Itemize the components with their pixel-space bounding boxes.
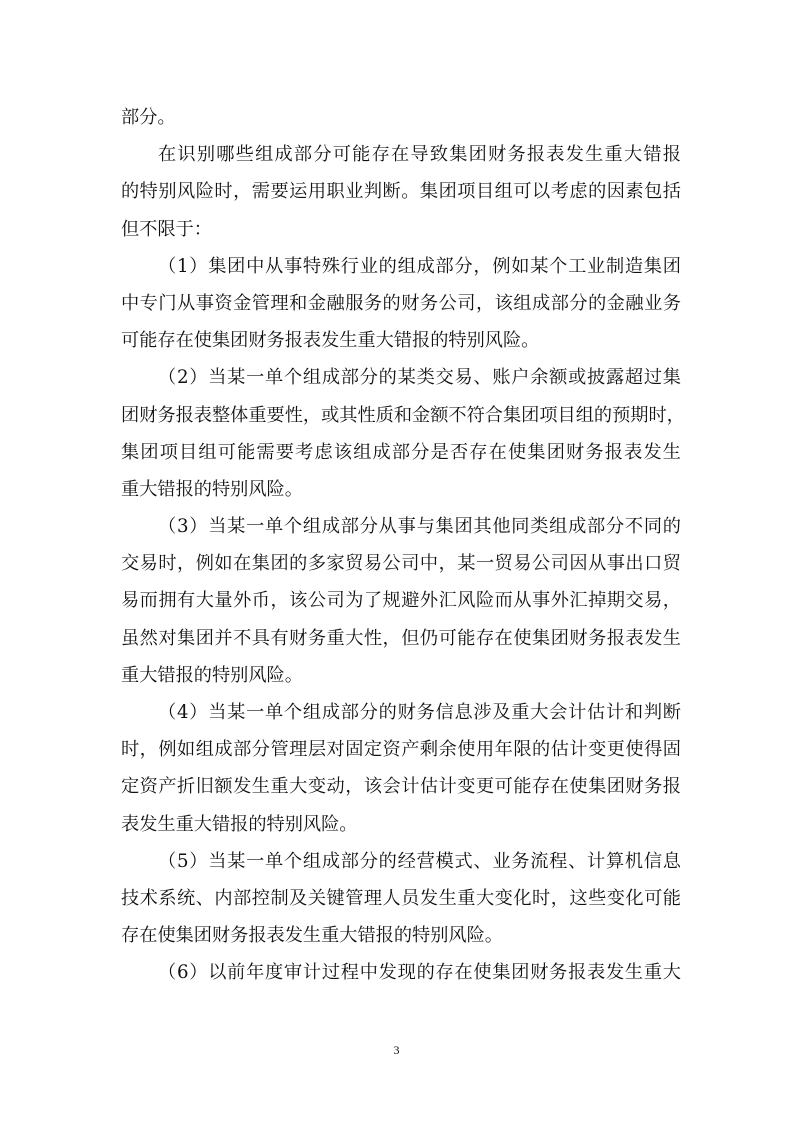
text-line: 交易时，例如在集团的多家贸易公司中，某一贸易公司因从事出口贸 [121,553,681,575]
text-line: 重大错报的特别风险。 [121,664,303,686]
text-line: 可能存在使集团财务报表发生重大错报的特别风险。 [121,330,540,352]
text-line: 的特别风险时，需要运用职业判断。集团项目组可以考虑的因素包括 [121,181,681,203]
text-line: 技术系统、内部控制及关键管理人员发生重大变化时，这些变化可能 [121,887,681,909]
paragraph-first-line: （6）以前年度审计过程中发现的存在使集团财务报表发生重大 [158,962,681,984]
page-number: 3 [393,1043,400,1057]
text-line: 定资产折旧额发生重大变动，该会计估计变更可能存在使集团财务报 [121,776,681,798]
paragraph-first-line: （1）集团中从事特殊行业的组成部分，例如某个工业制造集团 [158,255,681,277]
text-line: 部分。 [121,107,176,128]
text-line: 集团项目组可能需要考虑该组成部分是否存在使集团财务报表发生 [121,441,681,463]
text-line: 时，例如组成部分管理层对固定资产剩余使用年限的估计变更使得固 [121,739,681,761]
text-line: 团财务报表整体重要性，或其性质和金额不符合集团项目组的预期时， [121,404,685,426]
paragraph-first-line: （2）当某一单个组成部分的某类交易、账户余额或披露超过集 [158,367,681,389]
body-text [121,99,685,992]
text-line: 但不限于： [121,218,212,240]
text-line: 重大错报的特别风险。 [121,478,303,500]
paragraph-first-line: （3）当某一单个组成部分从事与集团其他同类组成部分不同的 [158,516,681,538]
text-line: 易而拥有大量外币，该公司为了规避外汇风险而从事外汇掉期交易， [121,590,681,612]
paragraph-first-line: （4）当某一单个组成部分的财务信息涉及重大会计估计和判断 [158,702,681,723]
text-line: 虽然对集团并不具有财务重大性，但仍可能存在使集团财务报表发生 [121,627,681,649]
text-line: 表发生重大错报的特别风险。 [121,813,358,835]
paragraph-first-line: 在识别哪些组成部分可能存在导致集团财务报表发生重大错报 [158,144,681,166]
paragraph-first-line: （5）当某一单个组成部分的经营模式、业务流程、计算机信息 [158,850,681,872]
text-line: 存在使集团财务报表发生重大错报的特别风险。 [121,925,503,947]
text-line: 中专门从事资金管理和金融服务的财务公司，该组成部分的金融业务 [121,292,681,314]
